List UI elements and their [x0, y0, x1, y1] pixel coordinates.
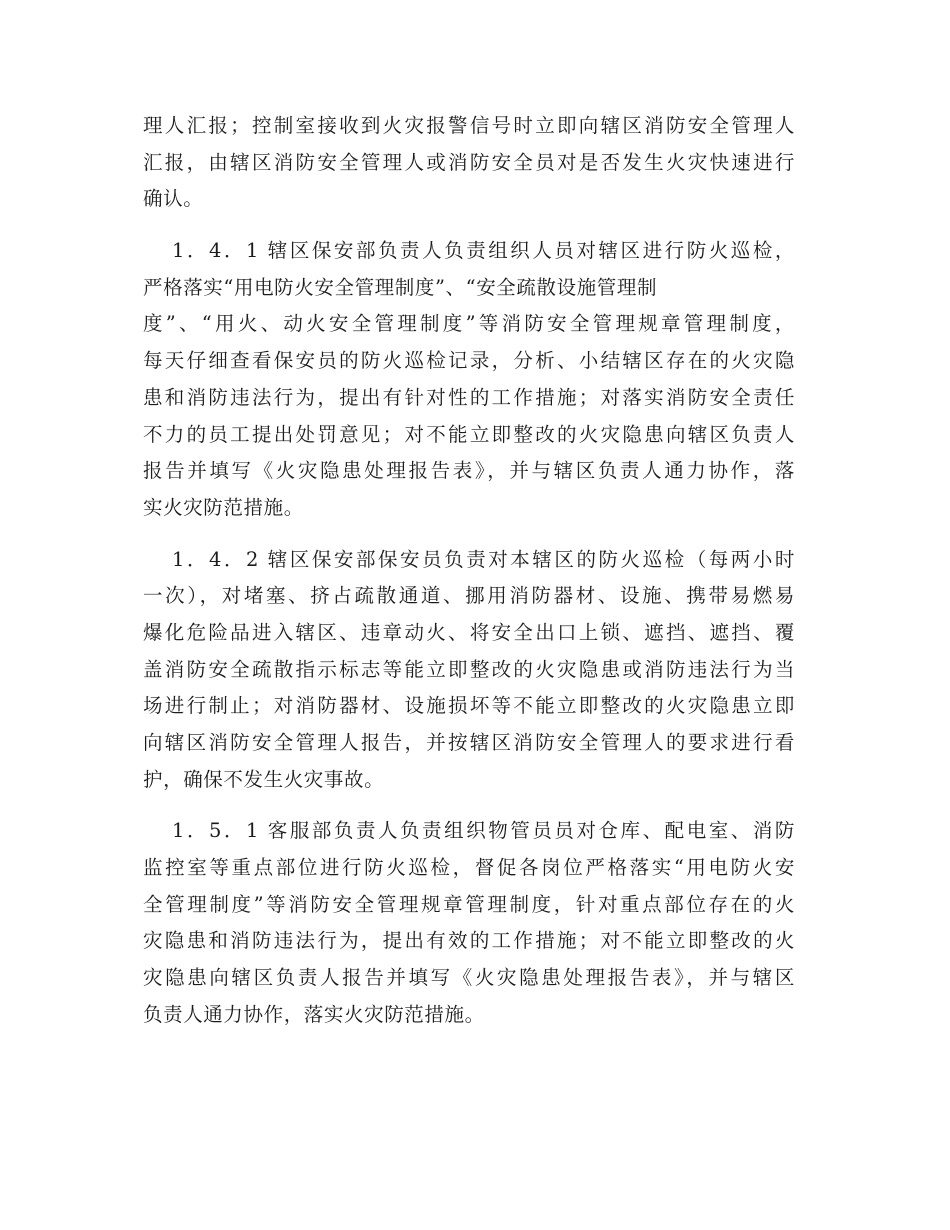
text-line: 报告并填写《火灾隐患处理报告表》，并与辖区负责人通力协作，落 [143, 459, 795, 483]
text-line: 负责人通力协作，落实火灾防范措施。 [143, 1002, 485, 1026]
text-line: 1．5．1 客服部负责人负责组织物管员员对仓库、配电室、消防 [172, 819, 795, 843]
paragraph-spacer [143, 527, 795, 542]
text-line: 向辖区消防安全管理人报告，并按辖区消防安全管理人的要求进行看 [143, 731, 795, 754]
text-line: 实火灾防范措施。 [143, 495, 304, 519]
paragraph-spacer [143, 798, 795, 813]
text-line: 严格落实“用电防火安全管理制度”、“安全疏散设施管理制 [143, 275, 658, 299]
text-line: 度”、“用火、动火安全管理制度”等消防安全管理规章管理制度， [143, 312, 795, 336]
text-line: 1．4．2 辖区保安部保安员负责对本辖区的防火巡检（每两小时 [172, 547, 795, 571]
text-line: 爆化危险品进入辖区、违章动火、将安全出口上锁、遮挡、遮挡、覆 [143, 620, 795, 644]
text-line: 场进行制止；对消防器材、设施损坏等不能立即整改的火灾隐患立即 [143, 694, 795, 718]
paragraph [143, 108, 795, 218]
text-line: 监控室等重点部位进行防火巡检，督促各岗位严格落实“用电防火安 [143, 856, 795, 880]
text-line: 每天仔细查看保安员的防火巡检记录，分析、小结辖区存在的火灾隐 [143, 349, 795, 373]
paragraph [143, 233, 795, 527]
text-line: 汇报，由辖区消防安全管理人或消防安全员对是否发生火灾快速进行 [143, 150, 795, 174]
text-line: 盖消防安全疏散指示标志等能立即整改的火灾隐患或消防违法行为当 [143, 657, 795, 681]
text-line: 确认。 [143, 187, 204, 211]
text-line: 灾隐患和消防违法行为，提出有效的工作措施；对不能立即整改的火 [143, 929, 795, 953]
document-body [143, 108, 795, 1034]
paragraph-spacer [143, 218, 795, 233]
paragraph [143, 813, 795, 1033]
text-line: 理人汇报；控制室接收到火灾报警信号时立即向辖区消防安全管理人 [143, 114, 795, 137]
text-line: 全管理制度”等消防安全管理规章管理制度，针对重点部位存在的火 [143, 892, 795, 916]
paragraph [143, 542, 795, 799]
text-line: 患和消防违法行为，提出有针对性的工作措施；对落实消防安全责任 [143, 385, 795, 409]
text-line: 灾隐患向辖区负责人报告并填写《火灾隐患处理报告表》，并与辖区 [143, 966, 795, 990]
text-line: 不力的员工提出处罚意见；对不能立即整改的火灾隐患向辖区负责人 [143, 422, 795, 446]
text-line: 一次），对堵塞、挤占疏散通道、挪用消防器材、设施、携带易燃易 [143, 584, 795, 608]
text-line: 1．4．1 辖区保安部负责人负责组织人员对辖区进行防火巡检， [172, 239, 795, 263]
text-line: 护，确保不发生火灾事故。 [143, 767, 385, 791]
